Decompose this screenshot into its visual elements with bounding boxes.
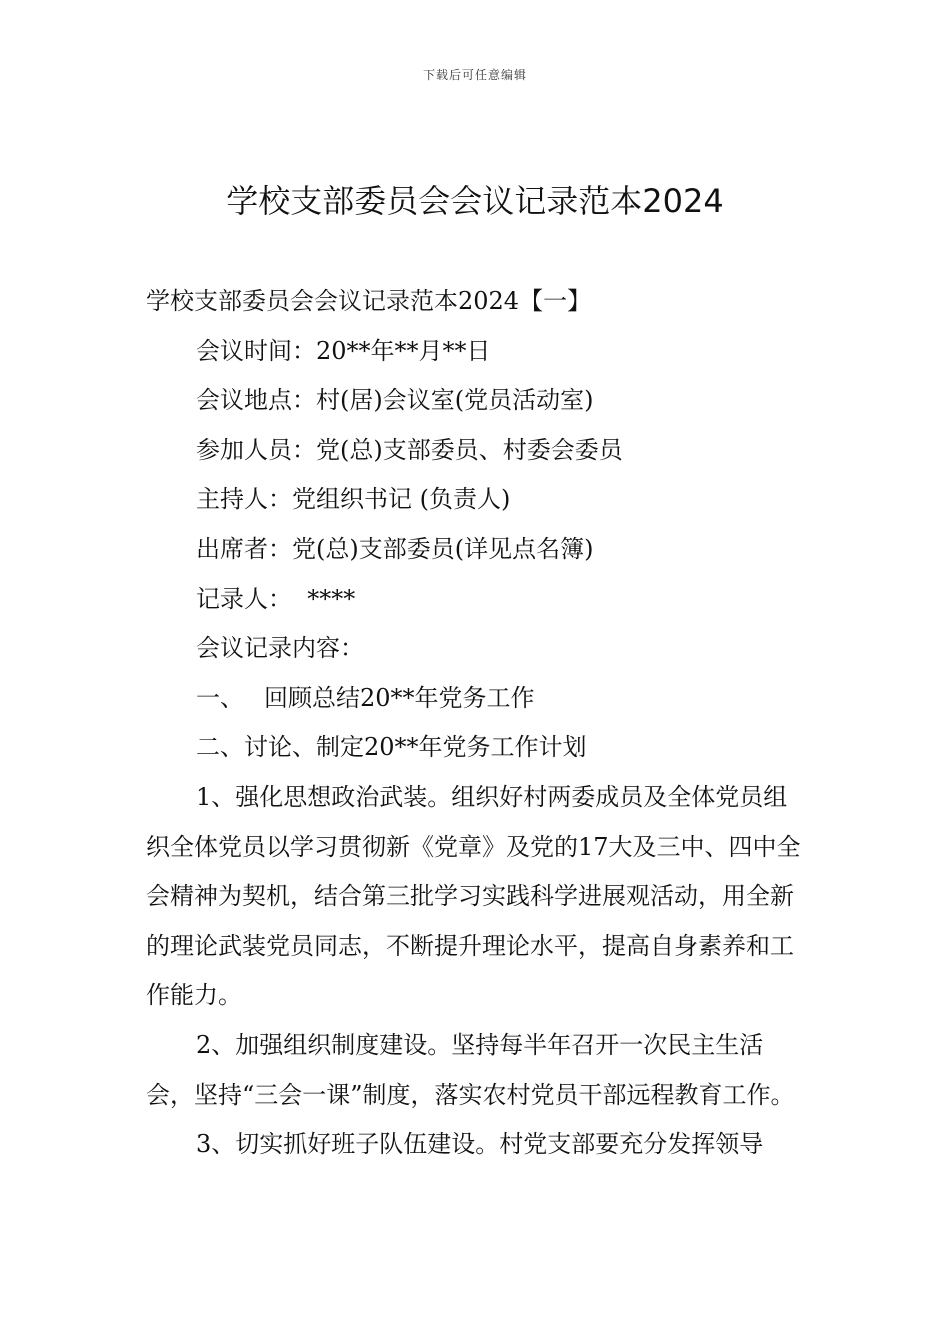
paragraph-3: 3、切实抓好班子队伍建设。村党支部要充分发挥领导 (196, 1130, 764, 1159)
meeting-attendees: 出席者：党(总)支部委员(详见点名簿) (196, 534, 594, 563)
meeting-time: 会议时间：20**年**月**日 (196, 336, 491, 365)
content-label: 会议记录内容： (196, 634, 364, 663)
item-one (146, 674, 810, 724)
section-heading: 学校支部委员会会议记录范本2024【一】 (146, 287, 592, 315)
meeting-host: 主持人：党组织书记 (负责人) (196, 485, 511, 514)
item-two: 二、讨论、制定20**年党务工作计划 (196, 733, 587, 762)
header-note: 下载后可任意编辑 (422, 68, 527, 82)
document-body (146, 277, 810, 1170)
paragraph-2: 2、加强组织制度建设。坚持每半年召开一次民主生活会，坚持“三会一课”制度，落实农村党员干部远程教育工作。 (146, 1030, 795, 1109)
document-title: 学校支部委员会会议记录范本2024 (226, 182, 724, 220)
item-one-number: 一、 (196, 683, 244, 712)
meeting-place: 会议地点：村(居)会议室(党员活动室) (196, 386, 594, 415)
meeting-participants: 参加人员：党(总)支部委员、村委会委员 (196, 435, 623, 464)
meeting-recorder: 记录人： **** (196, 584, 356, 613)
paragraph-1: 1、强化思想政治武装。组织好村两委成员及全体党员组织全体党员以学习贯彻新《党章》及党的17大及三中、四中全会精神为契机，结合第三批学习实践科学进展观活动，用全新的理论武装党员同志，不断提升理论水平，提高自身素养和工作能力。 (146, 782, 801, 1010)
item-one-text: 回顾总结20**年党务工作 (264, 683, 535, 712)
